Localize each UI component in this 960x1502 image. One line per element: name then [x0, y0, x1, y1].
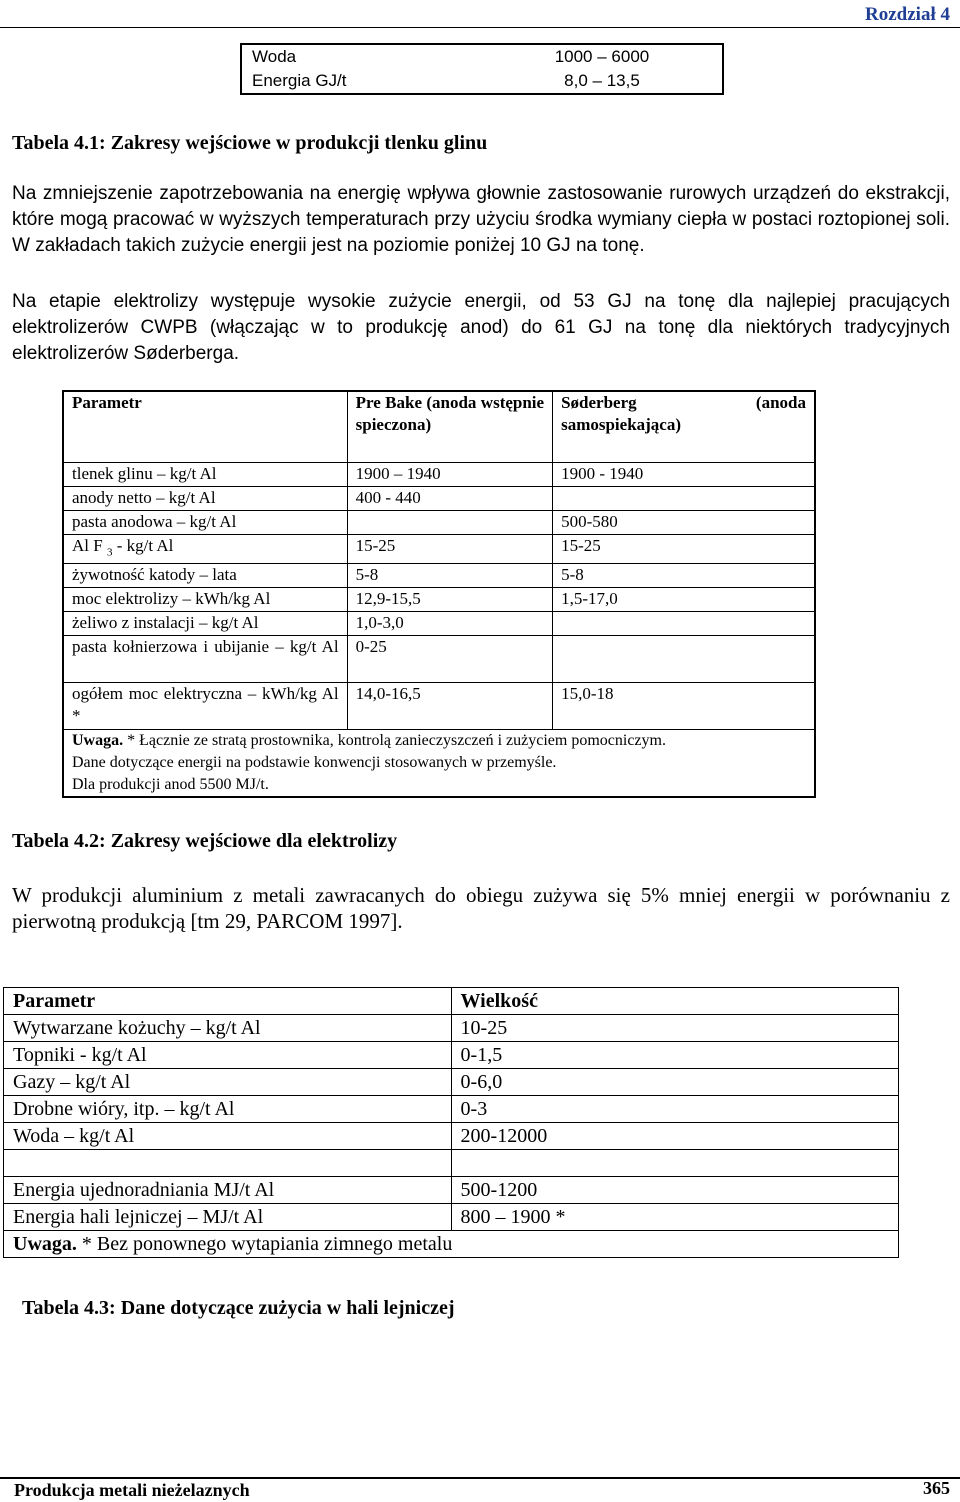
table-cell: Woda – kg/t Al	[4, 1123, 452, 1150]
table-caption-4-2: Tabela 4.2: Zakresy wejściowe dla elektrolizy	[12, 830, 398, 852]
table-row	[63, 535, 815, 564]
table-cell: 8,0 – 13,5	[564, 71, 640, 90]
table-cell: Wytwarzane kożuchy – kg/t Al	[4, 1015, 452, 1042]
table-cell: 1000 – 6000	[554, 47, 650, 66]
chapter-label: Rozdział 4	[865, 4, 950, 25]
table-cell: pasta kołnierzowa i ubijanie – kg/t Al	[63, 636, 347, 683]
note-label: Uwaga.	[13, 1233, 77, 1255]
table-note-row	[4, 1231, 899, 1258]
table-cell: 500-1200	[451, 1177, 898, 1204]
table-cell: 400 - 440	[347, 487, 552, 511]
table-row	[4, 1096, 899, 1123]
column-header: Pre Bake (anoda wstępnie spieczona)	[347, 391, 552, 463]
table-row	[4, 1177, 899, 1204]
electrolysis-inputs-table	[62, 390, 816, 798]
column-header: Parametr	[4, 988, 452, 1015]
table-cell: Topniki - kg/t Al	[4, 1042, 452, 1069]
table-row	[241, 69, 723, 94]
table-cell	[451, 1150, 898, 1177]
table-cell: 15-25	[553, 535, 815, 564]
table-cell: 1900 – 1940	[347, 463, 552, 487]
table-row	[63, 487, 815, 511]
table-cell	[4, 1150, 452, 1177]
table-caption-4-1: Tabela 4.1: Zakresy wejściowe w produkcji tlenku glinu	[12, 132, 488, 154]
table-row	[4, 1150, 899, 1177]
table-caption-4-3: Tabela 4.3: Dane dotyczące zużycia w hali lejniczej	[22, 1297, 455, 1319]
table-row	[63, 463, 815, 487]
table-cell	[553, 487, 815, 511]
table-row	[4, 1042, 899, 1069]
table-note-row	[63, 730, 815, 798]
table-cell	[553, 636, 815, 683]
note-text: * Łącznie ze stratą prostownika, kontrolą zanieczyszczeń i zużyciem pomocniczym.	[123, 732, 666, 750]
page-number: 365	[923, 1478, 950, 1498]
table-cell: 200-12000	[451, 1123, 898, 1150]
table-cell: tlenek glinu – kg/t Al	[63, 463, 347, 487]
table-cell-alf3	[63, 535, 347, 564]
table-note	[63, 730, 815, 798]
table-cell: Energia ujednoradniania MJ/t Al	[4, 1177, 452, 1204]
note-line: Dane dotyczące energii na podstawie konwencji stosowanych w przemyśle.	[72, 754, 557, 772]
table-cell: 1900 - 1940	[553, 463, 815, 487]
table-cell: żeliwo z instalacji – kg/t Al	[63, 612, 347, 636]
table-cell: anody netto – kg/t Al	[63, 487, 347, 511]
header-divider	[0, 27, 960, 28]
table-cell: 0-1,5	[451, 1042, 898, 1069]
table-cell: 800 – 1900 *	[451, 1204, 898, 1231]
table-cell: 15-25	[347, 535, 552, 564]
table-cell: 1,0-3,0	[347, 612, 552, 636]
table-header-row	[4, 988, 899, 1015]
table-cell: 5-8	[553, 564, 815, 588]
table-cell: moc elektrolizy – kWh/kg Al	[63, 588, 347, 612]
table-row	[4, 1069, 899, 1096]
table-row	[4, 1123, 899, 1150]
table-row	[63, 588, 815, 612]
table-header-row	[63, 391, 815, 463]
table-cell: ogółem moc elektryczna – kWh/kg Al *	[63, 683, 347, 730]
table-row	[241, 44, 723, 69]
paragraph-recycling: W produkcji aluminium z metali zawracanych do obiegu zużywa się 5% mniej energii w porównaniu z pierwotną produkcją [tm 29, PARCOM 1997].	[12, 883, 950, 933]
footer-divider	[0, 1477, 960, 1479]
table-cell: 14,0-16,5	[347, 683, 552, 730]
table-cell: 0-25	[347, 636, 552, 683]
table-row	[4, 1204, 899, 1231]
table-cell: Energia GJ/t	[252, 71, 347, 90]
table-cell	[553, 612, 815, 636]
table-cell: 0-6,0	[451, 1069, 898, 1096]
table-cell: Woda	[252, 47, 297, 66]
table-cell: Energia hali lejniczej – MJ/t Al	[4, 1204, 452, 1231]
note-line: Dla produkcji anod 5500 MJ/t.	[72, 776, 269, 794]
column-header: Wielkość	[451, 988, 898, 1015]
alf3-subscript: 3	[106, 546, 113, 559]
table-cell: pasta anodowa – kg/t Al	[63, 511, 347, 535]
note-label: Uwaga.	[72, 732, 124, 750]
note-line	[72, 730, 806, 752]
table-cell	[347, 511, 552, 535]
casthouse-consumption-table	[3, 987, 899, 1258]
footer-title: Produkcja metali nieżelaznych	[14, 1480, 250, 1500]
column-header: Parametr	[63, 391, 347, 463]
table-cell: 500-580	[553, 511, 815, 535]
table-cell: 1,5-17,0	[553, 588, 815, 612]
table-row	[63, 612, 815, 636]
table-note	[4, 1231, 899, 1258]
table-cell: 10-25	[451, 1015, 898, 1042]
table-row	[4, 1015, 899, 1042]
table-cell: 12,9-15,5	[347, 588, 552, 612]
paragraph-electrolysis: Na etapie elektrolizy występuje wysokie zużycie energii, od 53 GJ na tonę dla najlepiej pracujących elektrolizerów CWPB (włączając w to produkcję anod) do 61 GJ na tonę dla niektórych tradycyjnych elektrolizerów Søderberga.	[12, 291, 950, 364]
table-cell: Gazy – kg/t Al	[4, 1069, 452, 1096]
alf3-unit: - kg/t Al	[112, 536, 174, 555]
table-row	[63, 636, 815, 683]
table-row	[63, 564, 815, 588]
alf3-label: Al F	[72, 536, 103, 555]
paragraph-energy-reduction: Na zmniejszenie zapotrzebowania na energię wpływa głownie zastosowanie rurowych urządzeń do ekstrakcji, które mogą pracować w wyższych temperaturach przy użyciu środka wymiany ciepła w postaci roztopionej soli. W zakładach takich zużycie energii jest na poziomie poniżej 10 GJ na tonę.	[12, 183, 950, 256]
table-cell: Drobne wióry, itp. – kg/t Al	[4, 1096, 452, 1123]
table-cell: żywotność katody – lata	[63, 564, 347, 588]
table-cell: 5-8	[347, 564, 552, 588]
table-row	[63, 511, 815, 535]
table-row	[63, 683, 815, 730]
note-text: * Bez ponownego wytapiania zimnego metalu	[76, 1233, 453, 1255]
column-header: Søderberg (anoda samospiekająca)	[553, 391, 815, 463]
table-cell: 15,0-18	[553, 683, 815, 730]
table-cell: 0-3	[451, 1096, 898, 1123]
alumina-inputs-table-tail	[240, 43, 724, 95]
